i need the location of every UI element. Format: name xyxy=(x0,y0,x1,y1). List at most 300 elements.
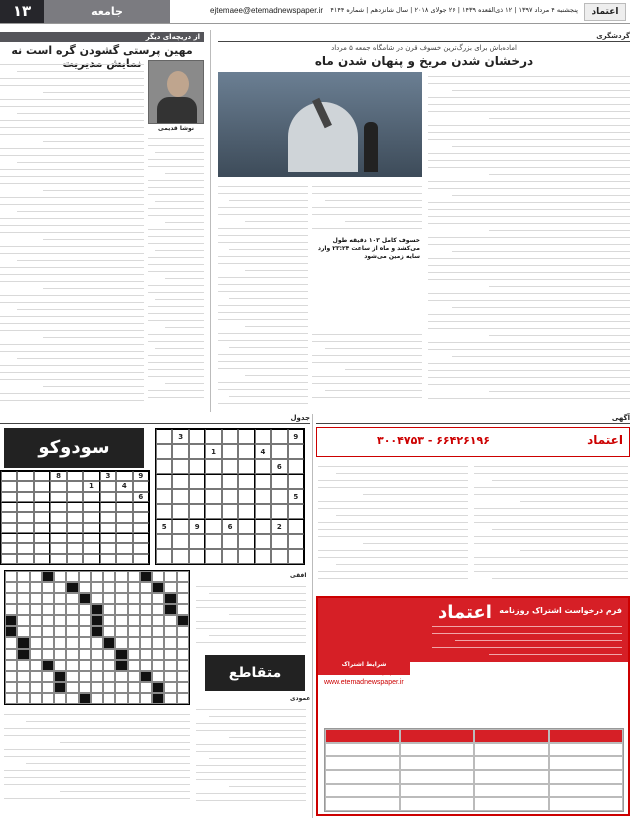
crossword-cell[interactable] xyxy=(115,615,127,626)
crossword-cell[interactable] xyxy=(17,671,29,682)
crossword-cell[interactable] xyxy=(5,637,17,648)
crossword-cell[interactable] xyxy=(30,660,42,671)
crossword-cell[interactable] xyxy=(66,593,78,604)
crossword-cell[interactable] xyxy=(66,649,78,660)
sudoku-cell[interactable] xyxy=(34,523,50,533)
sudoku-cell[interactable] xyxy=(100,523,116,533)
header-email[interactable]: ejtemaee@etemadnewspaper.ir xyxy=(210,6,324,15)
sudoku-cell[interactable] xyxy=(189,534,205,549)
subscription-cta[interactable]: شرایط اشتراک xyxy=(318,655,410,675)
sudoku-cell[interactable] xyxy=(67,492,83,502)
crossword-cell[interactable] xyxy=(5,649,17,660)
sudoku-cell[interactable] xyxy=(172,534,188,549)
sudoku-cell[interactable] xyxy=(189,429,205,444)
sudoku-cell[interactable] xyxy=(67,481,83,491)
form-cell[interactable] xyxy=(325,784,400,798)
sudoku-cell[interactable] xyxy=(172,444,188,459)
sudoku-cell[interactable] xyxy=(156,534,172,549)
crossword-cell[interactable] xyxy=(128,626,140,637)
sudoku-cell[interactable] xyxy=(100,554,116,564)
sudoku-cell[interactable] xyxy=(255,519,271,534)
sudoku-cell[interactable] xyxy=(255,429,271,444)
crossword-cell[interactable] xyxy=(103,649,115,660)
crossword-cell[interactable] xyxy=(79,571,91,582)
sudoku-cell[interactable] xyxy=(172,504,188,519)
crossword-cell[interactable] xyxy=(91,660,103,671)
crossword-cell[interactable] xyxy=(54,593,66,604)
crossword-cell[interactable] xyxy=(42,604,54,615)
crossword-cell[interactable] xyxy=(140,649,152,660)
sudoku-cell[interactable] xyxy=(189,459,205,474)
sudoku-cell[interactable] xyxy=(116,502,132,512)
sudoku-cell[interactable] xyxy=(238,444,254,459)
crossword-cell[interactable] xyxy=(177,593,189,604)
sudoku-cell[interactable] xyxy=(50,481,66,491)
form-cell[interactable] xyxy=(549,797,624,811)
sudoku-cell[interactable] xyxy=(156,549,172,564)
crossword-cell[interactable] xyxy=(42,637,54,648)
crossword-cell[interactable] xyxy=(91,593,103,604)
crossword-cell[interactable] xyxy=(54,626,66,637)
crossword-cell[interactable] xyxy=(17,626,29,637)
crossword-cell[interactable] xyxy=(66,682,78,693)
sudoku-cell[interactable] xyxy=(83,512,99,522)
sudoku-cell[interactable] xyxy=(205,474,221,489)
form-cell[interactable] xyxy=(549,743,624,757)
crossword-cell[interactable] xyxy=(140,693,152,704)
crossword-cell[interactable] xyxy=(30,649,42,660)
sudoku-cell[interactable] xyxy=(133,523,149,533)
crossword-cell[interactable] xyxy=(66,604,78,615)
sudoku-cell[interactable] xyxy=(156,444,172,459)
form-cell[interactable] xyxy=(474,784,549,798)
crossword-cell[interactable] xyxy=(115,604,127,615)
form-cell[interactable] xyxy=(400,770,475,784)
crossword-cell[interactable] xyxy=(5,693,17,704)
sudoku-cell[interactable] xyxy=(34,543,50,553)
crossword-cell[interactable] xyxy=(177,571,189,582)
crossword-cell[interactable] xyxy=(17,582,29,593)
crossword-cell[interactable] xyxy=(152,593,164,604)
sudoku-cell[interactable] xyxy=(172,489,188,504)
crossword-cell[interactable] xyxy=(164,649,176,660)
sudoku-cell[interactable] xyxy=(205,549,221,564)
crossword-cell[interactable] xyxy=(177,682,189,693)
crossword-cell[interactable] xyxy=(103,671,115,682)
form-cell[interactable] xyxy=(400,797,475,811)
sudoku-cell[interactable]: 1 xyxy=(205,444,221,459)
sudoku-cell[interactable] xyxy=(172,474,188,489)
sudoku-cell[interactable] xyxy=(83,523,99,533)
sudoku-cell[interactable] xyxy=(83,533,99,543)
crossword-cell[interactable] xyxy=(152,671,164,682)
crossword-cell[interactable] xyxy=(42,682,54,693)
crossword-cell[interactable] xyxy=(128,593,140,604)
sudoku-cell[interactable] xyxy=(1,523,17,533)
sudoku-cell[interactable] xyxy=(238,474,254,489)
crossword-cell[interactable] xyxy=(5,582,17,593)
sudoku-cell[interactable] xyxy=(288,474,304,489)
sudoku-cell[interactable] xyxy=(189,474,205,489)
sudoku-cell[interactable] xyxy=(1,471,17,481)
crossword-cell[interactable] xyxy=(91,682,103,693)
crossword-cell[interactable] xyxy=(30,615,42,626)
sudoku-cell[interactable] xyxy=(255,534,271,549)
crossword-cell[interactable] xyxy=(79,671,91,682)
subscription-form-table[interactable] xyxy=(324,728,624,812)
sudoku-cell[interactable] xyxy=(222,534,238,549)
sudoku-cell[interactable]: 9 xyxy=(288,429,304,444)
sudoku-cell[interactable] xyxy=(255,459,271,474)
sudoku-cell[interactable] xyxy=(222,444,238,459)
crossword-cell[interactable] xyxy=(91,649,103,660)
crossword-cell[interactable] xyxy=(152,626,164,637)
sudoku-cell[interactable] xyxy=(205,534,221,549)
crossword-cell[interactable] xyxy=(79,626,91,637)
sudoku-cell[interactable] xyxy=(17,481,33,491)
sudoku-cell[interactable] xyxy=(133,533,149,543)
sudoku-cell[interactable] xyxy=(189,489,205,504)
crossword-cell[interactable] xyxy=(152,604,164,615)
sudoku-cell[interactable] xyxy=(1,543,17,553)
sudoku-cell[interactable] xyxy=(116,512,132,522)
crossword-cell[interactable] xyxy=(5,671,17,682)
sudoku-cell[interactable] xyxy=(288,549,304,564)
sudoku-cell[interactable] xyxy=(116,492,132,502)
crossword-cell[interactable] xyxy=(91,693,103,704)
crossword-cell[interactable] xyxy=(17,571,29,582)
crossword-cell[interactable] xyxy=(164,626,176,637)
sudoku-cell[interactable] xyxy=(17,512,33,522)
sudoku-cell[interactable] xyxy=(222,429,238,444)
form-cell[interactable] xyxy=(325,756,400,770)
sudoku-cell[interactable] xyxy=(17,502,33,512)
sudoku-cell[interactable] xyxy=(271,474,287,489)
crossword-cell[interactable] xyxy=(140,637,152,648)
crossword-cell[interactable] xyxy=(177,693,189,704)
crossword-cell[interactable] xyxy=(30,626,42,637)
sudoku-cell[interactable]: 9 xyxy=(133,471,149,481)
sudoku-cell[interactable] xyxy=(50,502,66,512)
crossword-cell[interactable] xyxy=(140,682,152,693)
sudoku-cell[interactable]: 9 xyxy=(189,519,205,534)
sudoku-cell[interactable] xyxy=(189,549,205,564)
sudoku-cell[interactable] xyxy=(34,481,50,491)
sudoku-cell[interactable] xyxy=(1,512,17,522)
sudoku-cell[interactable]: 4 xyxy=(116,481,132,491)
crossword-cell[interactable] xyxy=(128,682,140,693)
sudoku-cell[interactable] xyxy=(1,502,17,512)
form-cell[interactable] xyxy=(474,797,549,811)
form-cell[interactable] xyxy=(400,756,475,770)
sudoku-grid-a[interactable] xyxy=(0,470,150,565)
sudoku-cell[interactable] xyxy=(133,502,149,512)
crossword-cell[interactable] xyxy=(66,571,78,582)
sudoku-cell[interactable] xyxy=(133,512,149,522)
form-cell[interactable] xyxy=(400,743,475,757)
sudoku-cell[interactable] xyxy=(189,444,205,459)
crossword-cell[interactable] xyxy=(17,604,29,615)
sudoku-cell[interactable] xyxy=(67,471,83,481)
sudoku-cell[interactable] xyxy=(17,554,33,564)
crossword-cell[interactable] xyxy=(152,649,164,660)
crossword-cell[interactable] xyxy=(115,571,127,582)
sudoku-cell[interactable] xyxy=(67,512,83,522)
crossword-cell[interactable] xyxy=(30,682,42,693)
crossword-cell[interactable] xyxy=(30,693,42,704)
sudoku-cell[interactable] xyxy=(1,481,17,491)
sudoku-cell[interactable] xyxy=(222,549,238,564)
crossword-cell[interactable] xyxy=(30,671,42,682)
crossword-cell[interactable] xyxy=(5,593,17,604)
crossword-cell[interactable] xyxy=(66,660,78,671)
sudoku-cell[interactable] xyxy=(222,504,238,519)
crossword-cell[interactable] xyxy=(17,593,29,604)
crossword-cell[interactable] xyxy=(177,660,189,671)
crossword-cell[interactable] xyxy=(103,626,115,637)
sudoku-cell[interactable] xyxy=(34,554,50,564)
sudoku-cell[interactable] xyxy=(238,429,254,444)
crossword-cell[interactable] xyxy=(103,682,115,693)
crossword-cell[interactable] xyxy=(79,604,91,615)
crossword-cell[interactable] xyxy=(91,637,103,648)
crossword-cell[interactable] xyxy=(164,637,176,648)
form-cell[interactable] xyxy=(549,784,624,798)
crossword-cell[interactable] xyxy=(103,582,115,593)
form-cell[interactable] xyxy=(549,770,624,784)
crossword-cell[interactable] xyxy=(164,582,176,593)
sudoku-cell[interactable] xyxy=(255,489,271,504)
crossword-cell[interactable] xyxy=(54,637,66,648)
sudoku-cell[interactable] xyxy=(238,459,254,474)
sudoku-cell[interactable]: 1 xyxy=(83,481,99,491)
sudoku-cell[interactable]: 5 xyxy=(288,489,304,504)
crossword-cell[interactable] xyxy=(115,626,127,637)
crossword-cell[interactable] xyxy=(128,615,140,626)
crossword-cell[interactable] xyxy=(140,660,152,671)
sudoku-cell[interactable] xyxy=(205,489,221,504)
crossword-cell[interactable] xyxy=(164,615,176,626)
crossword-cell[interactable] xyxy=(164,682,176,693)
crossword-cell[interactable] xyxy=(54,693,66,704)
sudoku-cell[interactable] xyxy=(50,543,66,553)
sudoku-cell[interactable]: 8 xyxy=(50,471,66,481)
sudoku-cell[interactable]: 3 xyxy=(172,429,188,444)
crossword-cell[interactable] xyxy=(128,693,140,704)
crossword-cell[interactable] xyxy=(42,649,54,660)
sudoku-cell[interactable]: 6 xyxy=(271,459,287,474)
crossword-cell[interactable] xyxy=(42,626,54,637)
crossword-cell[interactable] xyxy=(17,693,29,704)
sudoku-cell[interactable] xyxy=(1,492,17,502)
sudoku-cell[interactable] xyxy=(34,492,50,502)
crossword-cell[interactable] xyxy=(140,626,152,637)
crossword-cell[interactable] xyxy=(30,582,42,593)
form-cell[interactable] xyxy=(474,743,549,757)
sudoku-cell[interactable] xyxy=(288,459,304,474)
sudoku-cell[interactable] xyxy=(116,533,132,543)
sudoku-cell[interactable] xyxy=(67,533,83,543)
crossword-cell[interactable] xyxy=(79,649,91,660)
crossword-cell[interactable] xyxy=(103,571,115,582)
crossword-cell[interactable] xyxy=(42,693,54,704)
crossword-cell[interactable] xyxy=(115,582,127,593)
crossword-cell[interactable] xyxy=(177,649,189,660)
sudoku-cell[interactable] xyxy=(271,534,287,549)
sudoku-cell[interactable] xyxy=(116,554,132,564)
crossword-cell[interactable] xyxy=(5,682,17,693)
sudoku-cell[interactable] xyxy=(100,533,116,543)
form-cell[interactable] xyxy=(474,770,549,784)
sudoku-cell[interactable] xyxy=(222,459,238,474)
sudoku-cell[interactable] xyxy=(172,459,188,474)
crossword-cell[interactable] xyxy=(66,626,78,637)
crossword-cell[interactable] xyxy=(103,593,115,604)
sudoku-cell[interactable] xyxy=(156,489,172,504)
sudoku-cell[interactable] xyxy=(100,502,116,512)
crossword-cell[interactable] xyxy=(79,615,91,626)
sudoku-cell[interactable] xyxy=(116,523,132,533)
crossword-cell[interactable] xyxy=(152,660,164,671)
crossword-cell[interactable] xyxy=(79,682,91,693)
sudoku-cell[interactable] xyxy=(50,492,66,502)
form-cell[interactable] xyxy=(549,756,624,770)
crossword-cell[interactable] xyxy=(103,693,115,704)
crossword-cell[interactable] xyxy=(5,571,17,582)
crossword-cell[interactable] xyxy=(128,637,140,648)
crossword-cell[interactable] xyxy=(128,660,140,671)
crossword-cell[interactable] xyxy=(115,671,127,682)
form-cell[interactable] xyxy=(325,797,400,811)
sudoku-cell[interactable] xyxy=(205,504,221,519)
crossword-cell[interactable] xyxy=(177,582,189,593)
sudoku-cell[interactable] xyxy=(255,549,271,564)
crossword-cell[interactable] xyxy=(17,660,29,671)
crossword-cell[interactable] xyxy=(103,660,115,671)
sudoku-cell[interactable] xyxy=(34,512,50,522)
crossword-cell[interactable] xyxy=(5,660,17,671)
sudoku-cell[interactable] xyxy=(83,543,99,553)
crossword-cell[interactable] xyxy=(177,604,189,615)
sudoku-cell[interactable] xyxy=(205,519,221,534)
crossword-cell[interactable] xyxy=(54,604,66,615)
crossword-cell[interactable] xyxy=(128,649,140,660)
sudoku-cell[interactable]: 6 xyxy=(133,492,149,502)
sudoku-cell[interactable] xyxy=(172,519,188,534)
sudoku-cell[interactable] xyxy=(156,459,172,474)
crossword-cell[interactable] xyxy=(128,571,140,582)
crossword-cell[interactable] xyxy=(79,582,91,593)
crossword-cell[interactable] xyxy=(30,593,42,604)
sudoku-cell[interactable] xyxy=(156,474,172,489)
sudoku-cell[interactable] xyxy=(50,512,66,522)
sudoku-cell[interactable]: 2 xyxy=(271,519,287,534)
sudoku-cell[interactable] xyxy=(34,533,50,543)
sudoku-cell[interactable] xyxy=(133,554,149,564)
crossword-cell[interactable] xyxy=(30,571,42,582)
crossword-cell[interactable] xyxy=(79,660,91,671)
form-cell[interactable] xyxy=(400,784,475,798)
sudoku-cell[interactable] xyxy=(17,543,33,553)
crossword-cell[interactable] xyxy=(164,571,176,582)
crossword-cell[interactable] xyxy=(54,649,66,660)
crossword-cell[interactable] xyxy=(79,637,91,648)
crossword-cell[interactable] xyxy=(42,582,54,593)
crossword-cell[interactable] xyxy=(103,615,115,626)
crossword-cell[interactable] xyxy=(17,682,29,693)
sudoku-cell[interactable] xyxy=(156,429,172,444)
sudoku-cell[interactable] xyxy=(271,429,287,444)
form-cell[interactable] xyxy=(325,770,400,784)
crossword-cell[interactable] xyxy=(66,637,78,648)
contact-web[interactable]: www.etemadnewspaper.ir xyxy=(324,679,404,686)
sudoku-cell[interactable] xyxy=(100,512,116,522)
crossword-cell[interactable] xyxy=(115,637,127,648)
crossword-cell[interactable] xyxy=(17,615,29,626)
sudoku-cell[interactable] xyxy=(34,471,50,481)
crossword-cell[interactable] xyxy=(115,682,127,693)
sudoku-cell[interactable] xyxy=(100,543,116,553)
crossword-cell[interactable] xyxy=(91,571,103,582)
crossword-cell[interactable] xyxy=(140,615,152,626)
crossword-cell[interactable] xyxy=(30,637,42,648)
crossword-cell[interactable] xyxy=(140,593,152,604)
sudoku-cell[interactable] xyxy=(83,502,99,512)
sudoku-cell[interactable] xyxy=(238,504,254,519)
sudoku-cell[interactable] xyxy=(271,549,287,564)
sudoku-cell[interactable] xyxy=(83,554,99,564)
crossword-cell[interactable] xyxy=(128,582,140,593)
sudoku-cell[interactable] xyxy=(67,543,83,553)
crossword-cell[interactable] xyxy=(164,671,176,682)
sudoku-cell[interactable]: 5 xyxy=(156,519,172,534)
sudoku-cell[interactable]: 6 xyxy=(222,519,238,534)
crossword-cell[interactable] xyxy=(66,693,78,704)
crossword-cell[interactable] xyxy=(42,593,54,604)
sudoku-cell[interactable] xyxy=(17,523,33,533)
sudoku-cell[interactable] xyxy=(271,504,287,519)
crossword-cell[interactable] xyxy=(91,671,103,682)
sudoku-cell[interactable] xyxy=(116,543,132,553)
sudoku-cell[interactable] xyxy=(1,554,17,564)
crossword-cell[interactable] xyxy=(128,671,140,682)
sudoku-cell[interactable] xyxy=(100,481,116,491)
crossword-cell[interactable] xyxy=(42,671,54,682)
sudoku-cell[interactable] xyxy=(34,502,50,512)
sudoku-cell[interactable] xyxy=(238,489,254,504)
sudoku-cell[interactable] xyxy=(116,471,132,481)
crossword-cell[interactable] xyxy=(54,615,66,626)
crossword-cell[interactable] xyxy=(128,604,140,615)
crossword-cell[interactable] xyxy=(177,637,189,648)
sudoku-cell[interactable] xyxy=(133,481,149,491)
ad-phone-banner[interactable] xyxy=(316,427,630,457)
crossword-cell[interactable] xyxy=(42,615,54,626)
sudoku-cell[interactable] xyxy=(238,534,254,549)
sudoku-cell[interactable] xyxy=(1,533,17,543)
crossword-cell[interactable] xyxy=(177,626,189,637)
crossword-cell[interactable] xyxy=(115,593,127,604)
sudoku-cell[interactable] xyxy=(67,523,83,533)
crossword-cell[interactable] xyxy=(30,604,42,615)
crossword-cell[interactable] xyxy=(103,604,115,615)
sudoku-cell[interactable] xyxy=(83,492,99,502)
crossword-cell[interactable] xyxy=(152,571,164,582)
sudoku-cell[interactable] xyxy=(205,429,221,444)
sudoku-cell[interactable] xyxy=(172,549,188,564)
sudoku-cell[interactable] xyxy=(288,519,304,534)
sudoku-cell[interactable] xyxy=(189,504,205,519)
